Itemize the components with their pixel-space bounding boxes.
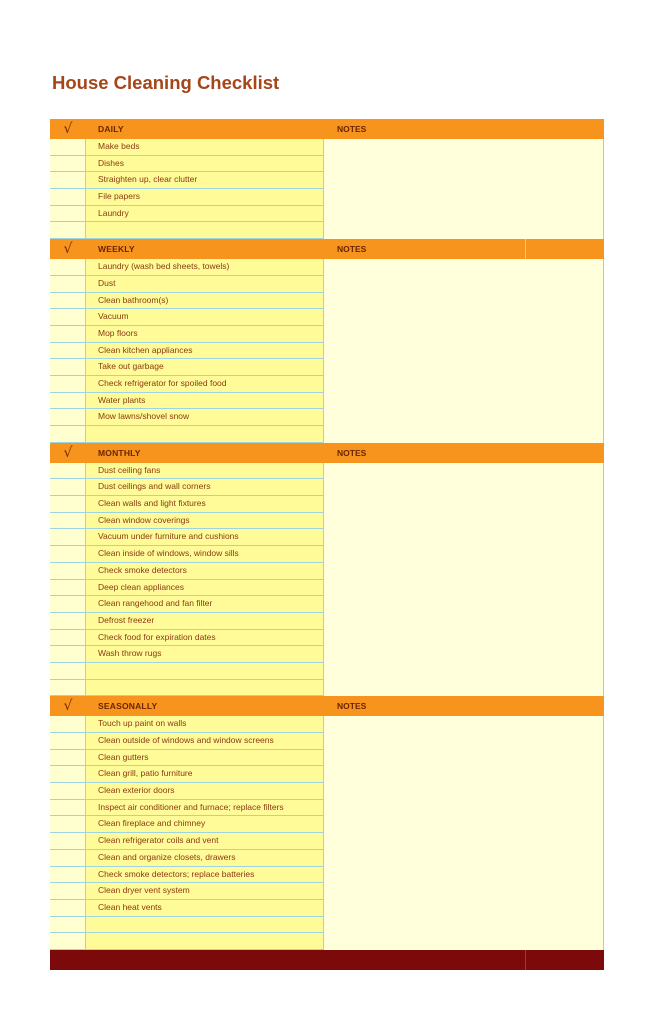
task-cell: Clean rangehood and fan filter [86,596,324,613]
table-row [50,680,604,697]
table-row [50,733,604,750]
task-cell: Clean dryer vent system [86,883,324,900]
check-cell[interactable] [50,529,86,546]
section-header [50,239,604,259]
section-title: SEASONALLY [98,701,158,712]
page-title: House Cleaning Checklist [52,72,280,93]
table-row [50,546,604,563]
task-cell: Clean inside of windows, window sills [86,546,324,563]
check-cell[interactable] [50,156,86,173]
check-cell[interactable] [50,479,86,496]
check-cell[interactable] [50,663,86,680]
task-cell: Clean walls and light fixtures [86,496,324,513]
task-cell: Water plants [86,393,324,410]
check-cell[interactable] [50,259,86,276]
task-cell: Clean fireplace and chimney [86,816,324,833]
table-row [50,222,604,239]
task-cell: Clean exterior doors [86,783,324,800]
table-row [50,326,604,343]
table-row [50,172,604,189]
task-cell: Clean refrigerator coils and vent [86,833,324,850]
task-cell: Wash throw rugs [86,646,324,663]
check-cell[interactable] [50,393,86,410]
check-cell[interactable] [50,816,86,833]
table-row [50,900,604,917]
table-row [50,816,604,833]
check-cell[interactable] [50,596,86,613]
task-cell: Deep clean appliances [86,580,324,597]
section-header [50,119,604,139]
task-cell [86,917,324,934]
table-footer-bar [50,950,604,970]
section-body [50,139,604,239]
table-row [50,496,604,513]
check-cell[interactable] [50,463,86,480]
task-cell: Clean outside of windows and window screens [86,733,324,750]
table-row [50,479,604,496]
check-cell[interactable] [50,222,86,239]
check-cell[interactable] [50,309,86,326]
check-cell[interactable] [50,783,86,800]
section-body [50,259,604,443]
check-cell[interactable] [50,426,86,443]
task-cell: Dust ceiling fans [86,463,324,480]
task-cell: Dust [86,276,324,293]
task-cell: Clean kitchen appliances [86,343,324,360]
table-row [50,426,604,443]
check-cell[interactable] [50,172,86,189]
section-title: DAILY [98,124,124,134]
table-row [50,833,604,850]
task-cell: Take out garbage [86,359,324,376]
table-row [50,766,604,783]
check-cell[interactable] [50,933,86,950]
header-divider [525,239,526,259]
check-cell[interactable] [50,716,86,733]
task-cell: Clean grill, patio furniture [86,766,324,783]
check-cell[interactable] [50,563,86,580]
check-cell[interactable] [50,206,86,223]
table-row [50,139,604,156]
table-row [50,463,604,480]
check-cell[interactable] [50,343,86,360]
section-weekly [50,239,604,443]
notes-header: NOTES [337,244,367,255]
table-row [50,293,604,310]
check-cell[interactable] [50,513,86,530]
task-cell [86,222,324,239]
table-row [50,783,604,800]
check-cell[interactable] [50,900,86,917]
section-body [50,463,604,697]
check-cell[interactable] [50,326,86,343]
table-row [50,409,604,426]
table-row [50,917,604,934]
task-cell: Clean window coverings [86,513,324,530]
checkmark-icon: √ [63,698,73,715]
check-cell[interactable] [50,496,86,513]
checklist-table [50,119,604,950]
table-row [50,259,604,276]
table-row [50,359,604,376]
table-row [50,750,604,767]
table-row [50,563,604,580]
task-cell: Vacuum [86,309,324,326]
table-row [50,206,604,223]
task-cell: Clean gutters [86,750,324,767]
notes-header: NOTES [337,124,367,134]
section-title: MONTHLY [98,447,141,458]
section-title: WEEKLY [98,244,135,255]
check-cell[interactable] [50,883,86,900]
task-cell: Vacuum under furniture and cushions [86,529,324,546]
table-row [50,663,604,680]
check-cell[interactable] [50,833,86,850]
task-cell [86,933,324,950]
table-row [50,933,604,950]
table-row [50,596,604,613]
task-cell: Dishes [86,156,324,173]
check-cell[interactable] [50,867,86,884]
section-body [50,716,604,950]
task-cell: Laundry [86,206,324,223]
table-row [50,716,604,733]
check-cell[interactable] [50,766,86,783]
checkmark-icon: √ [63,241,73,258]
check-cell[interactable] [50,189,86,206]
task-cell: Dust ceilings and wall corners [86,479,324,496]
task-cell: Make beds [86,139,324,156]
table-row [50,883,604,900]
task-cell: Touch up paint on walls [86,716,324,733]
table-row [50,276,604,293]
check-cell[interactable] [50,359,86,376]
task-cell: Check food for expiration dates [86,630,324,647]
table-row [50,613,604,630]
check-cell[interactable] [50,917,86,934]
task-cell: Mow lawns/shovel snow [86,409,324,426]
table-row [50,646,604,663]
checkmark-icon: √ [63,121,73,137]
check-cell[interactable] [50,546,86,563]
check-cell[interactable] [50,580,86,597]
check-cell[interactable] [50,613,86,630]
task-cell [86,663,324,680]
check-cell[interactable] [50,733,86,750]
task-cell: Inspect air conditioner and furnace; replace filters [86,800,324,817]
task-cell: Clean and organize closets, drawers [86,850,324,867]
section-header [50,696,604,716]
check-cell[interactable] [50,376,86,393]
task-cell [86,426,324,443]
check-cell[interactable] [50,750,86,767]
notes-header: NOTES [337,701,367,712]
table-row [50,850,604,867]
section-seasonally [50,696,604,950]
table-row [50,393,604,410]
task-cell: Check refrigerator for spoiled food [86,376,324,393]
checkmark-icon: √ [63,444,73,461]
table-row [50,529,604,546]
table-row [50,800,604,817]
check-cell[interactable] [50,630,86,647]
table-row [50,630,604,647]
section-daily [50,119,604,239]
table-row [50,376,604,393]
section-monthly [50,443,604,697]
task-cell: Straighten up, clear clutter [86,172,324,189]
table-row [50,343,604,360]
task-cell: Clean bathroom(s) [86,293,324,310]
task-cell: Clean heat vents [86,900,324,917]
check-cell[interactable] [50,293,86,310]
check-cell[interactable] [50,850,86,867]
table-row [50,580,604,597]
table-row [50,189,604,206]
task-cell: Check smoke detectors; replace batteries [86,867,324,884]
check-cell[interactable] [50,680,86,697]
check-cell[interactable] [50,276,86,293]
task-cell [86,680,324,697]
task-cell: Defrost freezer [86,613,324,630]
table-row [50,867,604,884]
footer-divider [525,950,526,970]
check-cell[interactable] [50,409,86,426]
notes-header: NOTES [337,447,367,458]
task-cell: File papers [86,189,324,206]
check-cell[interactable] [50,646,86,663]
section-header [50,443,604,463]
table-row [50,513,604,530]
table-row [50,309,604,326]
check-cell[interactable] [50,800,86,817]
task-cell: Mop floors [86,326,324,343]
table-row [50,156,604,173]
task-cell: Check smoke detectors [86,563,324,580]
check-cell[interactable] [50,139,86,156]
task-cell: Laundry (wash bed sheets, towels) [86,259,324,276]
